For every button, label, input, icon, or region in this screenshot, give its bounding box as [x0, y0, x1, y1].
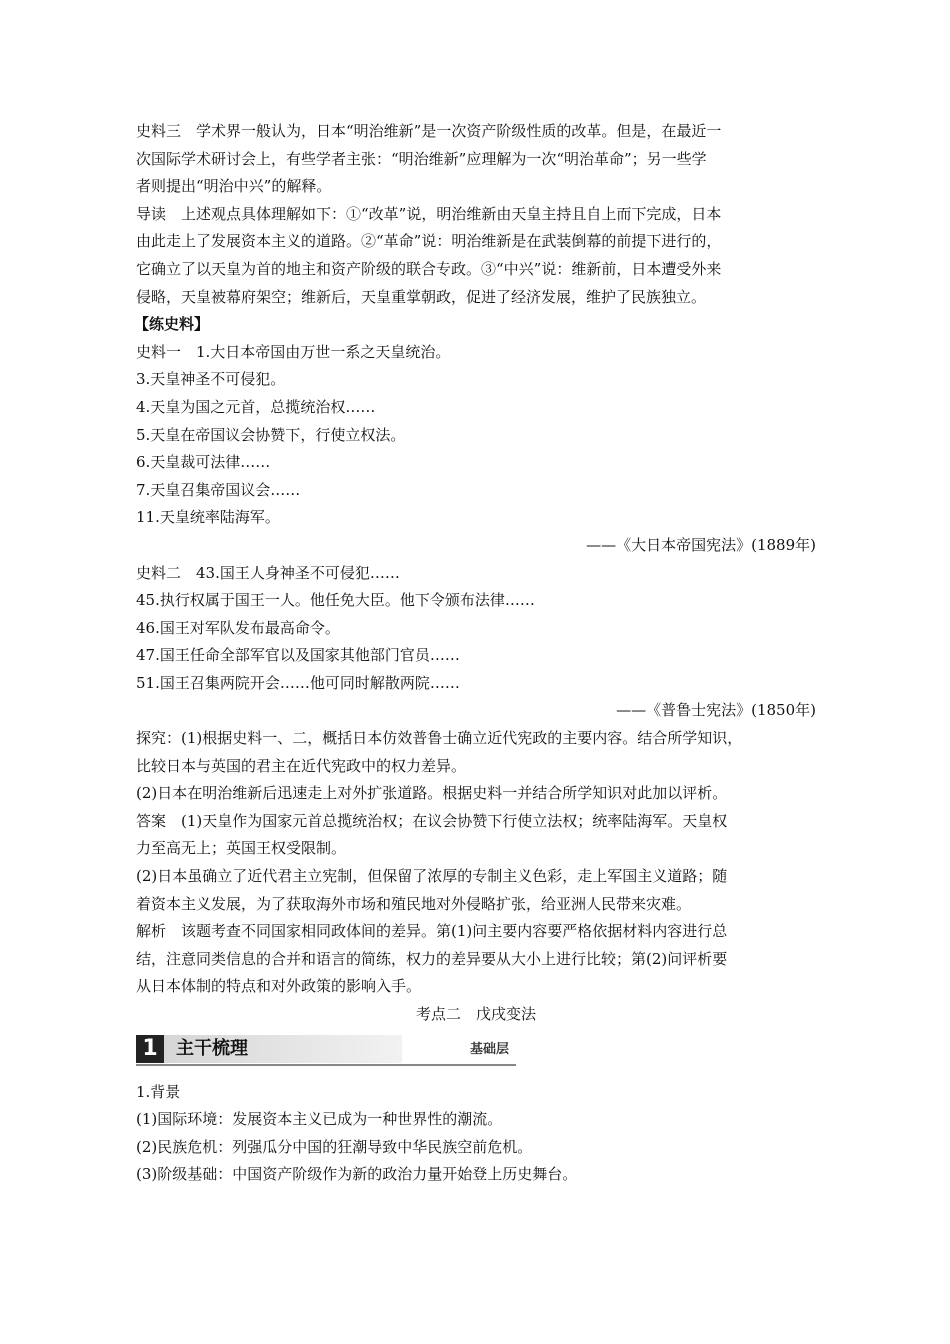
banner-title: 主干梳理 — [176, 1037, 248, 1059]
source-line: 51.国王召集两院开会……他可同时解散两院…… — [136, 673, 460, 692]
source-line: 45.执行权属于国王一人。他任免大臣。他下令颁布法律…… — [136, 591, 535, 610]
text-line: (2)民族危机：列强瓜分中国的狂潮导致中华民族空前危机。 — [136, 1137, 533, 1156]
source-line: 3.天皇神圣不可侵犯。 — [136, 370, 286, 389]
text-line: 史料三 学术界一般认为，日本“明治维新”是一次资产阶级性质的改革。但是，在最近一 — [136, 122, 722, 140]
text-line: 者则提出“明治中兴”的解释。 — [136, 177, 332, 196]
text-line: 侵略，天皇被幕府架空；维新后，天皇重掌朝政，促进了经济发展，维护了民族独立。 — [136, 287, 707, 306]
source-line: 史料二 43.国王人身神圣不可侵犯…… — [136, 563, 400, 582]
source-line: 4.天皇为国之元首，总揽统治权…… — [136, 397, 376, 416]
topic-title: 考点二 戊戌变法 — [415, 1005, 536, 1023]
banner-level: 基础层 — [470, 1041, 510, 1057]
text-line: 力至高无上；英国王权受限制。 — [136, 839, 347, 858]
banner-rule — [136, 1064, 516, 1066]
text-line: 探究：(1)根据史料一、二，概括日本仿效普鲁士确立近代宪政的主要内容。结合所学知识， — [136, 729, 743, 748]
text-line: 解析 该题考查不同国家相同政体间的差异。第(1)问主要内容要严格依据材料内容进行总 — [136, 922, 728, 941]
source-citation: ——《大日本帝国宪法》(1889年) — [586, 535, 816, 554]
source-citation: ——《普鲁士宪法》(1850年) — [616, 701, 816, 720]
source-line: 11.天皇统率陆海军。 — [136, 508, 280, 527]
text-line: 1.背景 — [136, 1082, 181, 1101]
banner-number: 1 — [136, 1035, 164, 1063]
document-page — [136, 118, 816, 1189]
text-line: 答案 (1)天皇作为国家元首总揽统治权；在议会协赞下行使立法权；统率陆海军。天皇权 — [136, 811, 728, 830]
source-line: 46.国王对军队发布最高命令。 — [136, 618, 340, 637]
section-banner — [136, 1035, 516, 1065]
text-line: 次国际学术研讨会上，有些学者主张：“明治维新”应理解为一次“明治革命”；另一些学 — [136, 149, 707, 168]
text-line: (1)国际环境：发展资本主义已成为一种世界性的潮流。 — [136, 1110, 503, 1129]
source-line: 6.天皇裁可法律…… — [136, 453, 271, 472]
text-line: (3)阶级基础：中国资产阶级作为新的政治力量开始登上历史舞台。 — [136, 1165, 578, 1184]
section-label: 【练史料】 — [134, 315, 210, 334]
source-line: 47.国王任命全部军官以及国家其他部门官员…… — [136, 646, 460, 665]
text-line: 着资本主义发展，为了获取海外市场和殖民地对外侵略扩张，给亚洲人民带来灾难。 — [136, 894, 692, 913]
source-line: 史料一 1.大日本帝国由万世一系之天皇统治。 — [136, 342, 451, 361]
text-line: (2)日本在明治维新后迅速走上对外扩张道路。根据史料一并结合所学知识对此加以评析。 — [136, 784, 728, 803]
text-line: 由此走上了发展资本主义的道路。②“革命”说：明治维新是在武装倒幕的前提下进行的， — [136, 232, 722, 251]
text-line: (2)日本虽确立了近代君主立宪制，但保留了浓厚的专制主义色彩，走上军国主义道路；随 — [136, 867, 728, 886]
text-line: 结，注意同类信息的合并和语言的简练，权力的差异要从大小上进行比较；第(2)问评析要 — [136, 949, 728, 968]
text-line: 它确立了以天皇为首的地主和资产阶级的联合专政。③“中兴”说：维新前，日本遭受外来 — [136, 259, 722, 278]
source-line: 5.天皇在帝国议会协赞下，行使立权法。 — [136, 425, 406, 444]
text-line: 比较日本与英国的君主在近代宪政中的权力差异。 — [136, 756, 467, 775]
text-line: 从日本体制的特点和对外政策的影响入手。 — [136, 977, 422, 996]
source-line: 7.天皇召集帝国议会…… — [136, 480, 301, 499]
text-line: 导读 上述观点具体理解如下：①“改革”说，明治维新由天皇主持且自上而下完成，日本 — [136, 204, 722, 223]
